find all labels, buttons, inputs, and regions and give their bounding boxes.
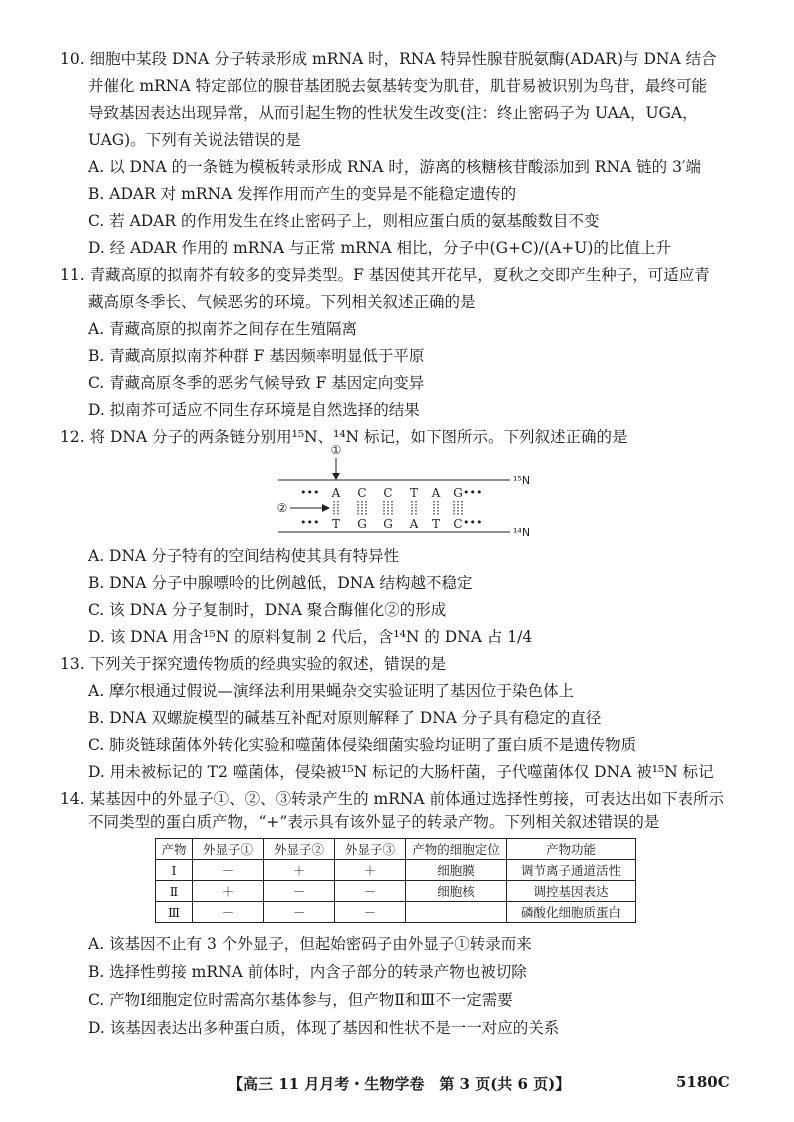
table-header: 外显子② — [264, 839, 335, 860]
table-row — [156, 881, 636, 902]
hydrogen-bonds — [334, 501, 462, 516]
top-base-3: C — [383, 486, 393, 500]
table-cell — [406, 902, 507, 923]
marker-2-arrowhead — [322, 504, 330, 512]
q13-option-d: D. 用未被标记的 T2 噬菌体，侵染被¹⁵N 标记的大肠杆菌，子代噬菌体仅 DNA 被¹⁵N 标记 — [88, 763, 714, 781]
footer-title: 【高三 11 月月考・生物学卷 第 3 页(共 6 页)】 — [228, 1075, 571, 1093]
table-cell: － — [335, 881, 406, 902]
q10-stem-line-4: UAG)。下列有关说法错误的是 — [88, 131, 301, 149]
table-cell: 细胞膜 — [406, 860, 507, 881]
q14-option-a: A. 该基因不止有 3 个外显子，但起始密码子由外显子①转录而来 — [88, 935, 532, 953]
q10-option-c: C. 若 ADAR 的作用发生在终止密码子上，则相应蛋白质的氨基酸数目不变 — [88, 212, 600, 230]
q12-option-d: D. 该 DNA 用含¹⁵N 的原料复制 2 代后，含¹⁴N 的 DNA 占 1/4 — [88, 628, 533, 646]
table-header: 产物功能 — [507, 839, 636, 860]
table-row — [156, 860, 636, 881]
q13-option-a: A. 摩尔根通过假说—演绎法利用果蝇杂交实验证明了基因位于染色体上 — [88, 682, 575, 700]
bottom-base-3: G — [383, 517, 393, 531]
q10-option-d: D. 经 ADAR 作用的 mRNA 与正常 mRNA 相比，分子中(G+C)/(A+U)的比值上升 — [88, 239, 671, 257]
dna-diagram-svg — [270, 440, 540, 540]
table-cell: － — [264, 881, 335, 902]
q11-option-c: C. 青藏高原冬季的恶劣气候导致 F 基因定向变异 — [88, 374, 425, 392]
q12-option-c: C. 该 DNA 分子复制时，DNA 聚合酶催化②的形成 — [88, 601, 447, 619]
q11-option-d: D. 拟南芥可适应不同生存环境是自然选择的结果 — [88, 401, 420, 419]
table-cell: － — [335, 902, 406, 923]
table-cell: 调控基因表达 — [507, 881, 636, 902]
table-cell: Ⅱ — [156, 881, 193, 902]
q10-stem-line-3: 导致基因表达出现异常，从而引起生物的性状发生改变(注：终止密码子为 UAA，UGA， — [88, 104, 698, 122]
table-cell: ＋ — [335, 860, 406, 881]
q11-option-a: A. 青藏高原的拟南芥之间存在生殖隔离 — [88, 320, 358, 338]
table-header: 外显子① — [193, 839, 264, 860]
top-base-6: G — [453, 486, 463, 500]
footer-code: 5180C — [676, 1073, 730, 1091]
top-base-4: T — [409, 486, 419, 500]
q14-stem-line-1: 14. 某基因中的外显子①、②、③转录产生的 mRNA 前体通过选择性剪接，可表达出如下表所示 — [60, 790, 725, 808]
q10-stem-line-1: 10. 细胞中某段 DNA 分子转录形成 mRNA 时，RNA 特异性腺苷脱氨酶(ADAR)与 DNA 结合 — [60, 50, 717, 68]
top-base-2: C — [357, 486, 367, 500]
bottom-strand-label: ¹⁴N — [513, 526, 531, 539]
q12-option-b: B. DNA 分子中腺嘌呤的比例越低，DNA 结构越不稳定 — [88, 574, 473, 592]
table-cell: － — [264, 902, 335, 923]
q14-option-d: D. 该基因表达出多种蛋白质，体现了基因和性状不是一一对应的关系 — [88, 1019, 560, 1037]
bottom-base-2: G — [357, 517, 367, 531]
bottom-base-1: T — [331, 517, 341, 531]
q12-option-a: A. DNA 分子特有的空间结构使其具有特异性 — [88, 547, 400, 565]
q14-stem-line-2: 不同类型的蛋白质产物，“+”表示具有该外显子的转录产物。下列相关叙述错误的是 — [88, 813, 660, 831]
exon-table — [155, 838, 636, 923]
bottom-base-4: A — [409, 517, 419, 531]
bottom-base-6: C — [453, 517, 463, 531]
top-base-1: A — [331, 486, 341, 500]
dna-diagram — [270, 440, 540, 540]
bottom-right-dots: ••• — [463, 516, 483, 529]
table-cell: 磷酸化细胞质蛋白 — [507, 902, 636, 923]
top-right-dots: ••• — [463, 486, 483, 499]
q11-stem-line-1: 11. 青藏高原的拟南芥有较多的变异类型。F 基因使其开花早，夏秋之交即产生种子，可适应青 — [60, 266, 710, 284]
marker-1-label: ① — [330, 443, 342, 457]
q11-option-b: B. 青藏高原拟南芥种群 F 基因频率明显低于平原 — [88, 347, 425, 365]
marker-1-arrowhead — [332, 473, 340, 480]
q14-option-b: B. 选择性剪接 mRNA 前体时，内含子部分的转录产物也被切除 — [88, 963, 527, 981]
q11-stem-line-2: 藏高原冬季长、气候恶劣的环境。下列相关叙述正确的是 — [88, 293, 476, 311]
q14-option-c: C. 产物Ⅰ细胞定位时需高尔基体参与，但产物Ⅱ和Ⅲ不一定需要 — [88, 991, 513, 1009]
table-cell: Ⅰ — [156, 860, 193, 881]
table-cell: 细胞核 — [406, 881, 507, 902]
q12-stem: 12. 将 DNA 分子的两条链分别用¹⁵N、¹⁴N 标记，如下图所示。下列叙述正确的是 — [60, 428, 628, 446]
q13-stem: 13. 下列关于探究遗传物质的经典实验的叙述，错误的是 — [60, 655, 447, 673]
table-cell: ＋ — [193, 881, 264, 902]
table-cell: － — [193, 902, 264, 923]
table-cell: ＋ — [264, 860, 335, 881]
table-header: 产物的细胞定位 — [406, 839, 507, 860]
q13-option-b: B. DNA 双螺旋模型的碱基互补配对原则解释了 DNA 分子具有稳定的直径 — [88, 709, 602, 727]
top-base-5: A — [431, 486, 441, 500]
q10-option-a: A. 以 DNA 的一条链为模板转录形成 RNA 时，游离的核糖核苷酸添加到 RNA 链的 3′端 — [88, 158, 701, 176]
table-row — [156, 902, 636, 923]
q10-stem-line-2: 并催化 mRNA 特定部位的腺苷基团脱去氨基转变为肌苷，肌苷易被识别为鸟苷，最终可能 — [88, 77, 707, 95]
table-header: 产物 — [156, 839, 193, 860]
table-cell: 调节离子通道活性 — [507, 860, 636, 881]
bottom-base-5: T — [431, 517, 441, 531]
top-left-dots: ••• — [300, 486, 320, 499]
table-cell: Ⅲ — [156, 902, 193, 923]
table-header-row — [156, 839, 636, 860]
top-strand-label: ¹⁵N — [513, 474, 531, 487]
marker-2-label: ② — [276, 501, 288, 515]
q13-option-c: C. 肺炎链球菌体外转化实验和噬菌体侵染细菌实验均证明了蛋白质不是遗传物质 — [88, 736, 637, 754]
table-header: 外显子③ — [335, 839, 406, 860]
q10-option-b: B. ADAR 对 mRNA 发挥作用而产生的变异是不能稳定遗传的 — [88, 185, 517, 203]
bottom-left-dots: ••• — [300, 516, 320, 529]
table-cell: － — [193, 860, 264, 881]
